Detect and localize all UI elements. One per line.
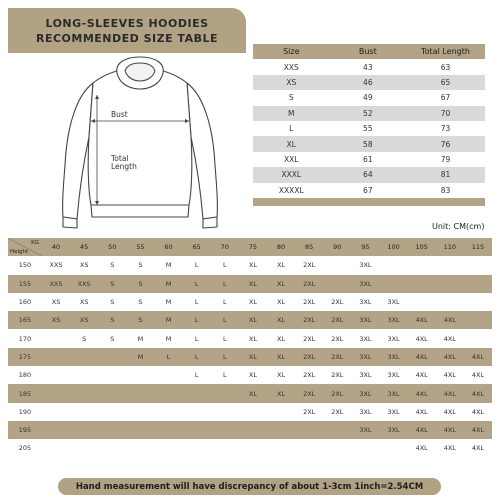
size-recommendation-cell: [211, 384, 239, 402]
size-recommendation-cell: M: [155, 256, 183, 274]
size-cell: XXL: [253, 152, 330, 167]
size-recommendation-cell: 2XL: [295, 366, 323, 384]
size-recommendation-cell: 4XL: [408, 311, 436, 329]
size-recommendation-cell: [239, 439, 267, 457]
size-row: [253, 167, 485, 182]
size-recommendation-cell: L: [211, 293, 239, 311]
size-recommendation-cell: 3XL: [351, 293, 379, 311]
size-recommendation-cell: 4XL: [408, 403, 436, 421]
size-recommendation-cell: XL: [267, 256, 295, 274]
size-recommendation-cell: XXS: [42, 275, 70, 293]
size-recommendation-cell: 3XL: [351, 348, 379, 366]
size-cell: L: [253, 121, 330, 136]
size-recommendation-cell: XL: [239, 311, 267, 329]
size-recommendation-cell: [155, 421, 183, 439]
size-recommendation-cell: 4XL: [408, 439, 436, 457]
size-cell: 70: [406, 106, 485, 121]
size-recommendation-cell: 2XL: [323, 403, 351, 421]
height-cell: 205: [8, 439, 42, 457]
size-recommendation-cell: 3XL: [380, 384, 408, 402]
size-recommendation-cell: [239, 403, 267, 421]
size-recommendation-cell: [464, 311, 492, 329]
size-recommendation-cell: [408, 256, 436, 274]
size-recommendation-cell: 2XL: [323, 329, 351, 347]
size-recommendation-cell: [42, 366, 70, 384]
height-row: [8, 384, 492, 402]
size-recommendation-cell: [380, 275, 408, 293]
size-recommendation-cell: [408, 275, 436, 293]
size-recommendation-cell: [42, 329, 70, 347]
size-recommendation-cell: 4XL: [464, 366, 492, 384]
size-recommendation-cell: 4XL: [408, 421, 436, 439]
size-recommendation-cell: 2XL: [323, 348, 351, 366]
height-cell: 195: [8, 421, 42, 439]
size-row: [253, 59, 485, 74]
size-recommendation-cell: S: [98, 329, 126, 347]
size-recommendation-cell: L: [155, 348, 183, 366]
height-cell: 160: [8, 293, 42, 311]
size-recommendation-cell: 4XL: [436, 348, 464, 366]
size-recommendation-cell: 3XL: [351, 421, 379, 439]
size-recommendation-cell: L: [211, 311, 239, 329]
size-cell: 43: [330, 59, 407, 74]
size-recommendation-cell: [211, 439, 239, 457]
size-recommendation-cell: [98, 348, 126, 366]
size-recommendation-cell: S: [98, 293, 126, 311]
size-recommendation-cell: S: [126, 311, 154, 329]
size-recommendation-cell: 4XL: [436, 366, 464, 384]
size-recommendation-cell: 4XL: [464, 439, 492, 457]
size-cell: 46: [330, 75, 407, 90]
size-recommendation-cell: XS: [42, 293, 70, 311]
size-recommendation-cell: L: [211, 366, 239, 384]
height-row: [8, 275, 492, 293]
weight-header-cell: 45: [70, 238, 98, 256]
size-recommendation-cell: [42, 403, 70, 421]
size-recommendation-cell: 3XL: [380, 366, 408, 384]
size-recommendation-cell: [70, 384, 98, 402]
size-recommendation-cell: XL: [267, 348, 295, 366]
size-row: [253, 136, 485, 151]
size-recommendation-cell: M: [155, 329, 183, 347]
size-recommendation-cell: 3XL: [380, 329, 408, 347]
size-table-footer-bar: [253, 198, 485, 206]
size-recommendation-cell: 2XL: [295, 311, 323, 329]
size-col-header: Size: [253, 44, 330, 59]
size-recommendation-cell: [70, 348, 98, 366]
size-row: [253, 121, 485, 136]
title-line-2: RECOMMENDED SIZE TABLE: [35, 31, 219, 45]
size-recommendation-cell: [98, 403, 126, 421]
size-recommendation-cell: XS: [70, 293, 98, 311]
size-recommendation-cell: [42, 421, 70, 439]
corner-kg-label: KG: [31, 240, 39, 246]
size-cell: 58: [330, 136, 407, 151]
size-recommendation-cell: XL: [267, 329, 295, 347]
size-recommendation-cell: 4XL: [436, 403, 464, 421]
height-cell: 150: [8, 256, 42, 274]
size-recommendation-cell: S: [98, 256, 126, 274]
size-recommendation-cell: XXS: [42, 256, 70, 274]
size-recommendation-cell: 3XL: [351, 311, 379, 329]
weight-header-row: [8, 238, 492, 256]
size-recommendation-cell: L: [183, 366, 211, 384]
size-recommendation-cell: 2XL: [323, 293, 351, 311]
size-recommendation-cell: M: [155, 293, 183, 311]
size-recommendation-cell: [70, 366, 98, 384]
size-recommendation-cell: XS: [42, 311, 70, 329]
size-cell: 52: [330, 106, 407, 121]
size-recommendation-cell: 3XL: [380, 421, 408, 439]
weight-header-cell: 50: [98, 238, 126, 256]
weight-header-cell: 95: [351, 238, 379, 256]
total-length-label-2: Length: [111, 162, 137, 171]
size-recommendation-cell: 4XL: [464, 403, 492, 421]
weight-header-cell: 65: [183, 238, 211, 256]
size-recommendation-cell: L: [183, 275, 211, 293]
size-recommendation-cell: 4XL: [464, 348, 492, 366]
size-cell: 73: [406, 121, 485, 136]
size-recommendation-cell: S: [98, 311, 126, 329]
size-recommendation-cell: [183, 421, 211, 439]
size-recommendation-cell: [183, 403, 211, 421]
size-recommendation-cell: XL: [267, 311, 295, 329]
size-cell: 67: [330, 183, 407, 198]
height-cell: 190: [8, 403, 42, 421]
height-cell: 185: [8, 384, 42, 402]
height-row: [8, 311, 492, 329]
size-table: [253, 44, 485, 206]
weight-header-cell: 40: [42, 238, 70, 256]
size-recommendation-cell: [155, 439, 183, 457]
size-cell: 63: [406, 59, 485, 74]
size-recommendation-cell: L: [211, 256, 239, 274]
height-cell: 170: [8, 329, 42, 347]
size-cell: 67: [406, 90, 485, 105]
size-recommendation-cell: [436, 275, 464, 293]
size-recommendation-cell: L: [211, 348, 239, 366]
size-recommendation-cell: 4XL: [436, 329, 464, 347]
size-row: [253, 183, 485, 198]
size-cell: 79: [406, 152, 485, 167]
size-recommendation-cell: [239, 421, 267, 439]
height-row: [8, 366, 492, 384]
weight-header-cell: 60: [155, 238, 183, 256]
size-cell: M: [253, 106, 330, 121]
size-recommendation-cell: 3XL: [380, 311, 408, 329]
size-recommendation-cell: 3XL: [380, 348, 408, 366]
size-recommendation-cell: [155, 384, 183, 402]
size-recommendation-cell: 3XL: [351, 329, 379, 347]
size-recommendation-cell: 4XL: [408, 329, 436, 347]
size-recommendation-cell: XL: [239, 275, 267, 293]
size-recommendation-cell: [211, 421, 239, 439]
height-cell: 180: [8, 366, 42, 384]
size-cell: 83: [406, 183, 485, 198]
unit-label: Unit: CM(cm): [432, 222, 485, 231]
total-length-label-1: Total: [111, 154, 129, 163]
size-recommendation-cell: 4XL: [436, 439, 464, 457]
size-cell: 49: [330, 90, 407, 105]
height-cell: 165: [8, 311, 42, 329]
corner-cell: [8, 238, 42, 256]
size-recommendation-cell: 2XL: [295, 293, 323, 311]
size-recommendation-cell: 2XL: [323, 311, 351, 329]
size-recommendation-cell: [323, 256, 351, 274]
size-recommendation-cell: M: [155, 311, 183, 329]
size-row: [253, 106, 485, 121]
size-recommendation-cell: XL: [239, 384, 267, 402]
size-recommendation-cell: [98, 421, 126, 439]
weight-header-cell: 100: [380, 238, 408, 256]
size-recommendation-cell: 3XL: [351, 366, 379, 384]
size-recommendation-cell: S: [126, 275, 154, 293]
size-cell: XL: [253, 136, 330, 151]
size-recommendation-cell: [126, 384, 154, 402]
size-recommendation-cell: [126, 403, 154, 421]
size-recommendation-cell: XL: [267, 293, 295, 311]
height-row: [8, 403, 492, 421]
size-recommendation-cell: [211, 403, 239, 421]
size-recommendation-cell: XS: [70, 256, 98, 274]
size-recommendation-cell: [98, 384, 126, 402]
title-line-1: LONG-SLEEVES HOODIES: [45, 16, 209, 30]
size-recommendation-cell: L: [183, 348, 211, 366]
height-row: [8, 256, 492, 274]
size-recommendation-cell: [183, 439, 211, 457]
size-col-header: Bust: [330, 44, 407, 59]
size-recommendation-cell: 2XL: [295, 348, 323, 366]
size-cell: 55: [330, 121, 407, 136]
size-recommendation-cell: [126, 421, 154, 439]
size-recommendation-cell: [351, 439, 379, 457]
size-recommendation-cell: [42, 384, 70, 402]
size-recommendation-cell: S: [70, 329, 98, 347]
size-recommendation-cell: S: [126, 256, 154, 274]
size-recommendation-cell: XXS: [70, 275, 98, 293]
size-recommendation-cell: 4XL: [436, 384, 464, 402]
size-recommendation-cell: [408, 293, 436, 311]
size-recommendation-cell: 2XL: [295, 256, 323, 274]
size-recommendation-cell: [380, 256, 408, 274]
size-recommendation-cell: XL: [239, 348, 267, 366]
size-recommendation-cell: [70, 421, 98, 439]
size-recommendation-cell: [98, 366, 126, 384]
size-recommendation-cell: 2XL: [295, 275, 323, 293]
size-recommendation-cell: M: [126, 348, 154, 366]
size-recommendation-cell: [267, 439, 295, 457]
size-recommendation-cell: [183, 384, 211, 402]
size-recommendation-cell: XL: [239, 256, 267, 274]
weight-header-cell: 115: [464, 238, 492, 256]
weight-header-cell: 70: [211, 238, 239, 256]
size-recommendation-cell: [464, 256, 492, 274]
size-recommendation-cell: [155, 403, 183, 421]
size-recommendation-cell: 4XL: [408, 366, 436, 384]
size-recommendation-cell: [267, 421, 295, 439]
size-recommendation-cell: 4XL: [436, 311, 464, 329]
size-recommendation-cell: [295, 421, 323, 439]
height-row: [8, 421, 492, 439]
size-recommendation-cell: [42, 348, 70, 366]
size-recommendation-cell: 4XL: [408, 384, 436, 402]
size-recommendation-cell: 4XL: [464, 421, 492, 439]
size-row: [253, 90, 485, 105]
height-cell: 155: [8, 275, 42, 293]
size-recommendation-cell: [464, 329, 492, 347]
size-recommendation-cell: S: [98, 275, 126, 293]
hoodie-diagram: [55, 55, 225, 233]
size-recommendation-cell: 4XL: [408, 348, 436, 366]
height-row: [8, 329, 492, 347]
size-recommendation-cell: 2XL: [323, 366, 351, 384]
size-cell: 81: [406, 167, 485, 182]
size-recommendation-cell: L: [211, 329, 239, 347]
weight-header-cell: 105: [408, 238, 436, 256]
size-recommendation-cell: XL: [239, 366, 267, 384]
size-recommendation-cell: L: [183, 311, 211, 329]
corner-height-label: Height: [10, 249, 29, 256]
size-cell: XS: [253, 75, 330, 90]
size-cell: 61: [330, 152, 407, 167]
size-recommendation-cell: 2XL: [323, 384, 351, 402]
size-cell: XXXL: [253, 167, 330, 182]
size-recommendation-cell: XL: [267, 275, 295, 293]
size-recommendation-cell: 4XL: [464, 384, 492, 402]
size-recommendation-cell: XL: [239, 329, 267, 347]
height-row: [8, 293, 492, 311]
size-recommendation-cell: L: [183, 293, 211, 311]
size-col-header: Total Length: [406, 44, 485, 59]
size-recommendation-cell: [126, 366, 154, 384]
size-row: [253, 152, 485, 167]
weight-header-cell: 110: [436, 238, 464, 256]
size-recommendation-cell: L: [183, 329, 211, 347]
size-recommendation-cell: 4XL: [436, 421, 464, 439]
size-recommendation-cell: [380, 439, 408, 457]
size-recommendation-cell: [464, 293, 492, 311]
size-cell: XXXXL: [253, 183, 330, 198]
size-recommendation-cell: 3XL: [351, 384, 379, 402]
size-recommendation-cell: 2XL: [295, 403, 323, 421]
size-cell: 64: [330, 167, 407, 182]
size-recommendation-cell: [436, 293, 464, 311]
size-recommendation-cell: [267, 403, 295, 421]
size-recommendation-cell: [436, 256, 464, 274]
height-row: [8, 348, 492, 366]
height-weight-table: [8, 238, 492, 458]
bust-label: Bust: [111, 110, 128, 119]
weight-header-cell: 75: [239, 238, 267, 256]
size-recommendation-cell: XL: [239, 293, 267, 311]
footer-text: Hand measurement will have discrepancy of about 1-3cm 1inch=2.54CM: [75, 481, 424, 492]
size-recommendation-cell: 3XL: [351, 256, 379, 274]
size-cell: 65: [406, 75, 485, 90]
weight-header-cell: 55: [126, 238, 154, 256]
size-recommendation-cell: [126, 439, 154, 457]
size-recommendation-cell: S: [126, 293, 154, 311]
size-cell: XXS: [253, 59, 330, 74]
size-recommendation-cell: [70, 439, 98, 457]
height-cell: 175: [8, 348, 42, 366]
size-recommendation-cell: 3XL: [380, 293, 408, 311]
size-recommendation-cell: L: [183, 256, 211, 274]
size-recommendation-cell: M: [155, 275, 183, 293]
size-recommendation-cell: 3XL: [351, 275, 379, 293]
size-table-header: [253, 44, 485, 59]
size-recommendation-cell: XL: [267, 366, 295, 384]
size-cell: 76: [406, 136, 485, 151]
weight-header-cell: 90: [323, 238, 351, 256]
size-recommendation-cell: 3XL: [380, 403, 408, 421]
size-recommendation-cell: [42, 439, 70, 457]
size-recommendation-cell: 2XL: [295, 384, 323, 402]
footer-note: [58, 478, 441, 495]
size-recommendation-cell: XS: [70, 311, 98, 329]
size-recommendation-cell: [70, 403, 98, 421]
size-recommendation-cell: [323, 421, 351, 439]
title-banner: [8, 8, 246, 53]
size-recommendation-cell: [323, 275, 351, 293]
size-recommendation-cell: [323, 439, 351, 457]
weight-header-cell: 85: [295, 238, 323, 256]
weight-header-cell: 80: [267, 238, 295, 256]
size-recommendation-cell: 2XL: [295, 329, 323, 347]
size-cell: S: [253, 90, 330, 105]
size-recommendation-cell: 3XL: [351, 403, 379, 421]
size-recommendation-cell: L: [211, 275, 239, 293]
size-recommendation-cell: [98, 439, 126, 457]
size-row: [253, 75, 485, 90]
size-recommendation-cell: [155, 366, 183, 384]
size-recommendation-cell: XL: [267, 384, 295, 402]
height-row: [8, 439, 492, 457]
size-recommendation-cell: M: [126, 329, 154, 347]
size-recommendation-cell: [295, 439, 323, 457]
size-recommendation-cell: [464, 275, 492, 293]
